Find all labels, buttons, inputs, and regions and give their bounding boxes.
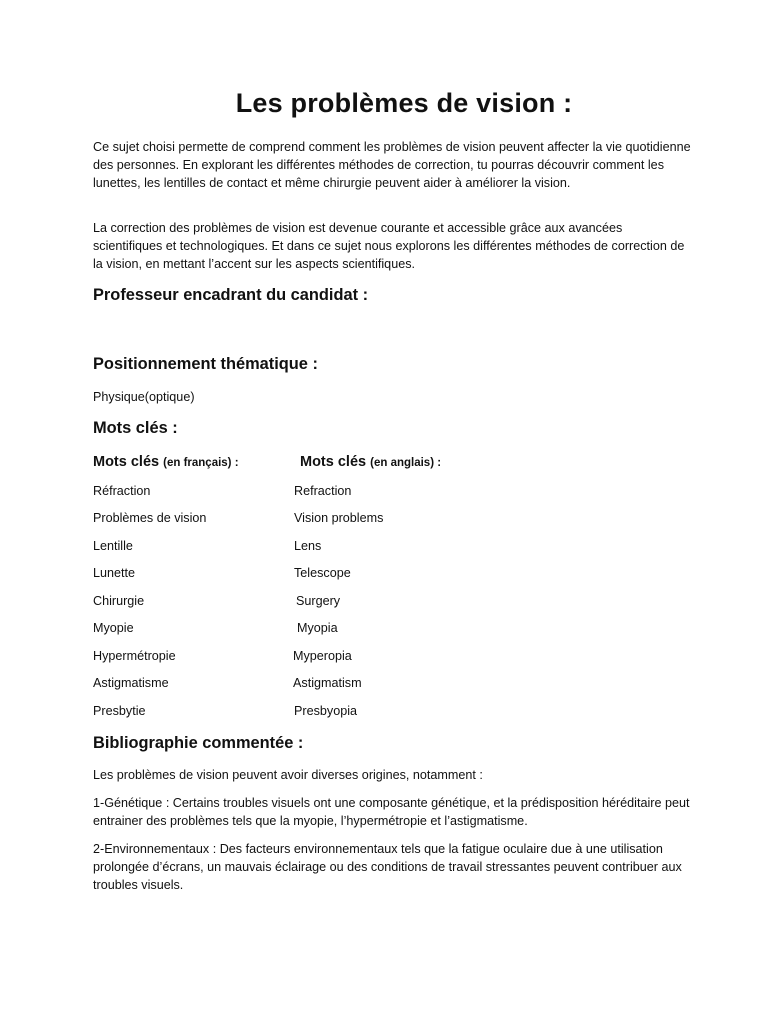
positionnement-value: Physique(optique) xyxy=(93,390,195,404)
keyword-fr: Problèmes de vision xyxy=(93,511,207,525)
bibliographie-heading: Bibliographie commentée : xyxy=(93,734,304,752)
intro-paragraph-1: Ce sujet choisi permette de comprend comment les problèmes de vision peuvent affecter la vie quotidienne des personnes. En explorant les différentes méthodes de correction, tu pourras découvrir comment les lunettes, les lentilles de contact et même chirurgie peuvent aider à améliorer la vision. xyxy=(93,140,691,190)
keywords-fr-heading xyxy=(93,454,239,470)
keywords-fr-note: (en français) : xyxy=(163,457,239,469)
keyword-en: Astigmatism xyxy=(293,676,362,690)
keyword-fr: Myopie xyxy=(93,621,134,635)
keyword-en: Myopia xyxy=(297,621,338,635)
keyword-fr: Astigmatisme xyxy=(93,676,169,690)
keywords-en-title: Mots clés xyxy=(300,454,367,470)
keywords-fr-title: Mots clés xyxy=(93,454,160,470)
bibliographie-item-environnementaux: 2-Environnementaux : Des facteurs environnementaux tels que la fatigue oculaire due à une utilisation prolongée d’écrans, un mauvais éclairage ou des conditions de travail stressantes peuvent contribuer aux troubles visuels. xyxy=(93,842,682,892)
keyword-fr: Réfraction xyxy=(93,484,151,498)
keywords-en-note: (en anglais) : xyxy=(370,457,442,469)
keyword-fr: Hypermétropie xyxy=(93,649,176,663)
keyword-en: Myperopia xyxy=(293,649,352,663)
professeur-heading: Professeur encadrant du candidat : xyxy=(93,286,369,304)
mots-cles-heading: Mots clés : xyxy=(93,419,178,437)
keyword-en: Surgery xyxy=(296,594,341,608)
bibliographie-intro: Les problèmes de vision peuvent avoir diverses origines, notamment : xyxy=(93,768,483,782)
keyword-fr: Chirurgie xyxy=(93,594,145,608)
intro-paragraph-2: La correction des problèmes de vision est devenue courante et accessible grâce aux avancées scientifiques et technologiques. Et dans ce sujet nous explorons les différentes méthodes de correction de la vision, en mettant l’accent sur les aspects scientifiques. xyxy=(93,221,685,271)
page-title: Les problèmes de vision : xyxy=(235,88,573,118)
keyword-fr: Lunette xyxy=(93,566,136,580)
keyword-en: Vision problems xyxy=(294,511,384,525)
keywords-en-heading xyxy=(300,454,441,470)
keyword-en: Lens xyxy=(294,539,322,553)
keyword-fr: Presbytie xyxy=(93,704,146,718)
keyword-fr: Lentille xyxy=(93,539,133,553)
bibliographie-item-genetique: 1-Génétique : Certains troubles visuels ont une composante génétique, et la prédisposition héréditaire peut entrainer des problèmes tels que la myopie, l’hypermétropie et l’astigmatisme. xyxy=(93,796,690,828)
positionnement-heading: Positionnement thématique : xyxy=(93,355,318,373)
keyword-en: Presbyopia xyxy=(294,704,358,718)
keyword-en: Telescope xyxy=(294,566,351,580)
keyword-en: Refraction xyxy=(294,484,352,498)
